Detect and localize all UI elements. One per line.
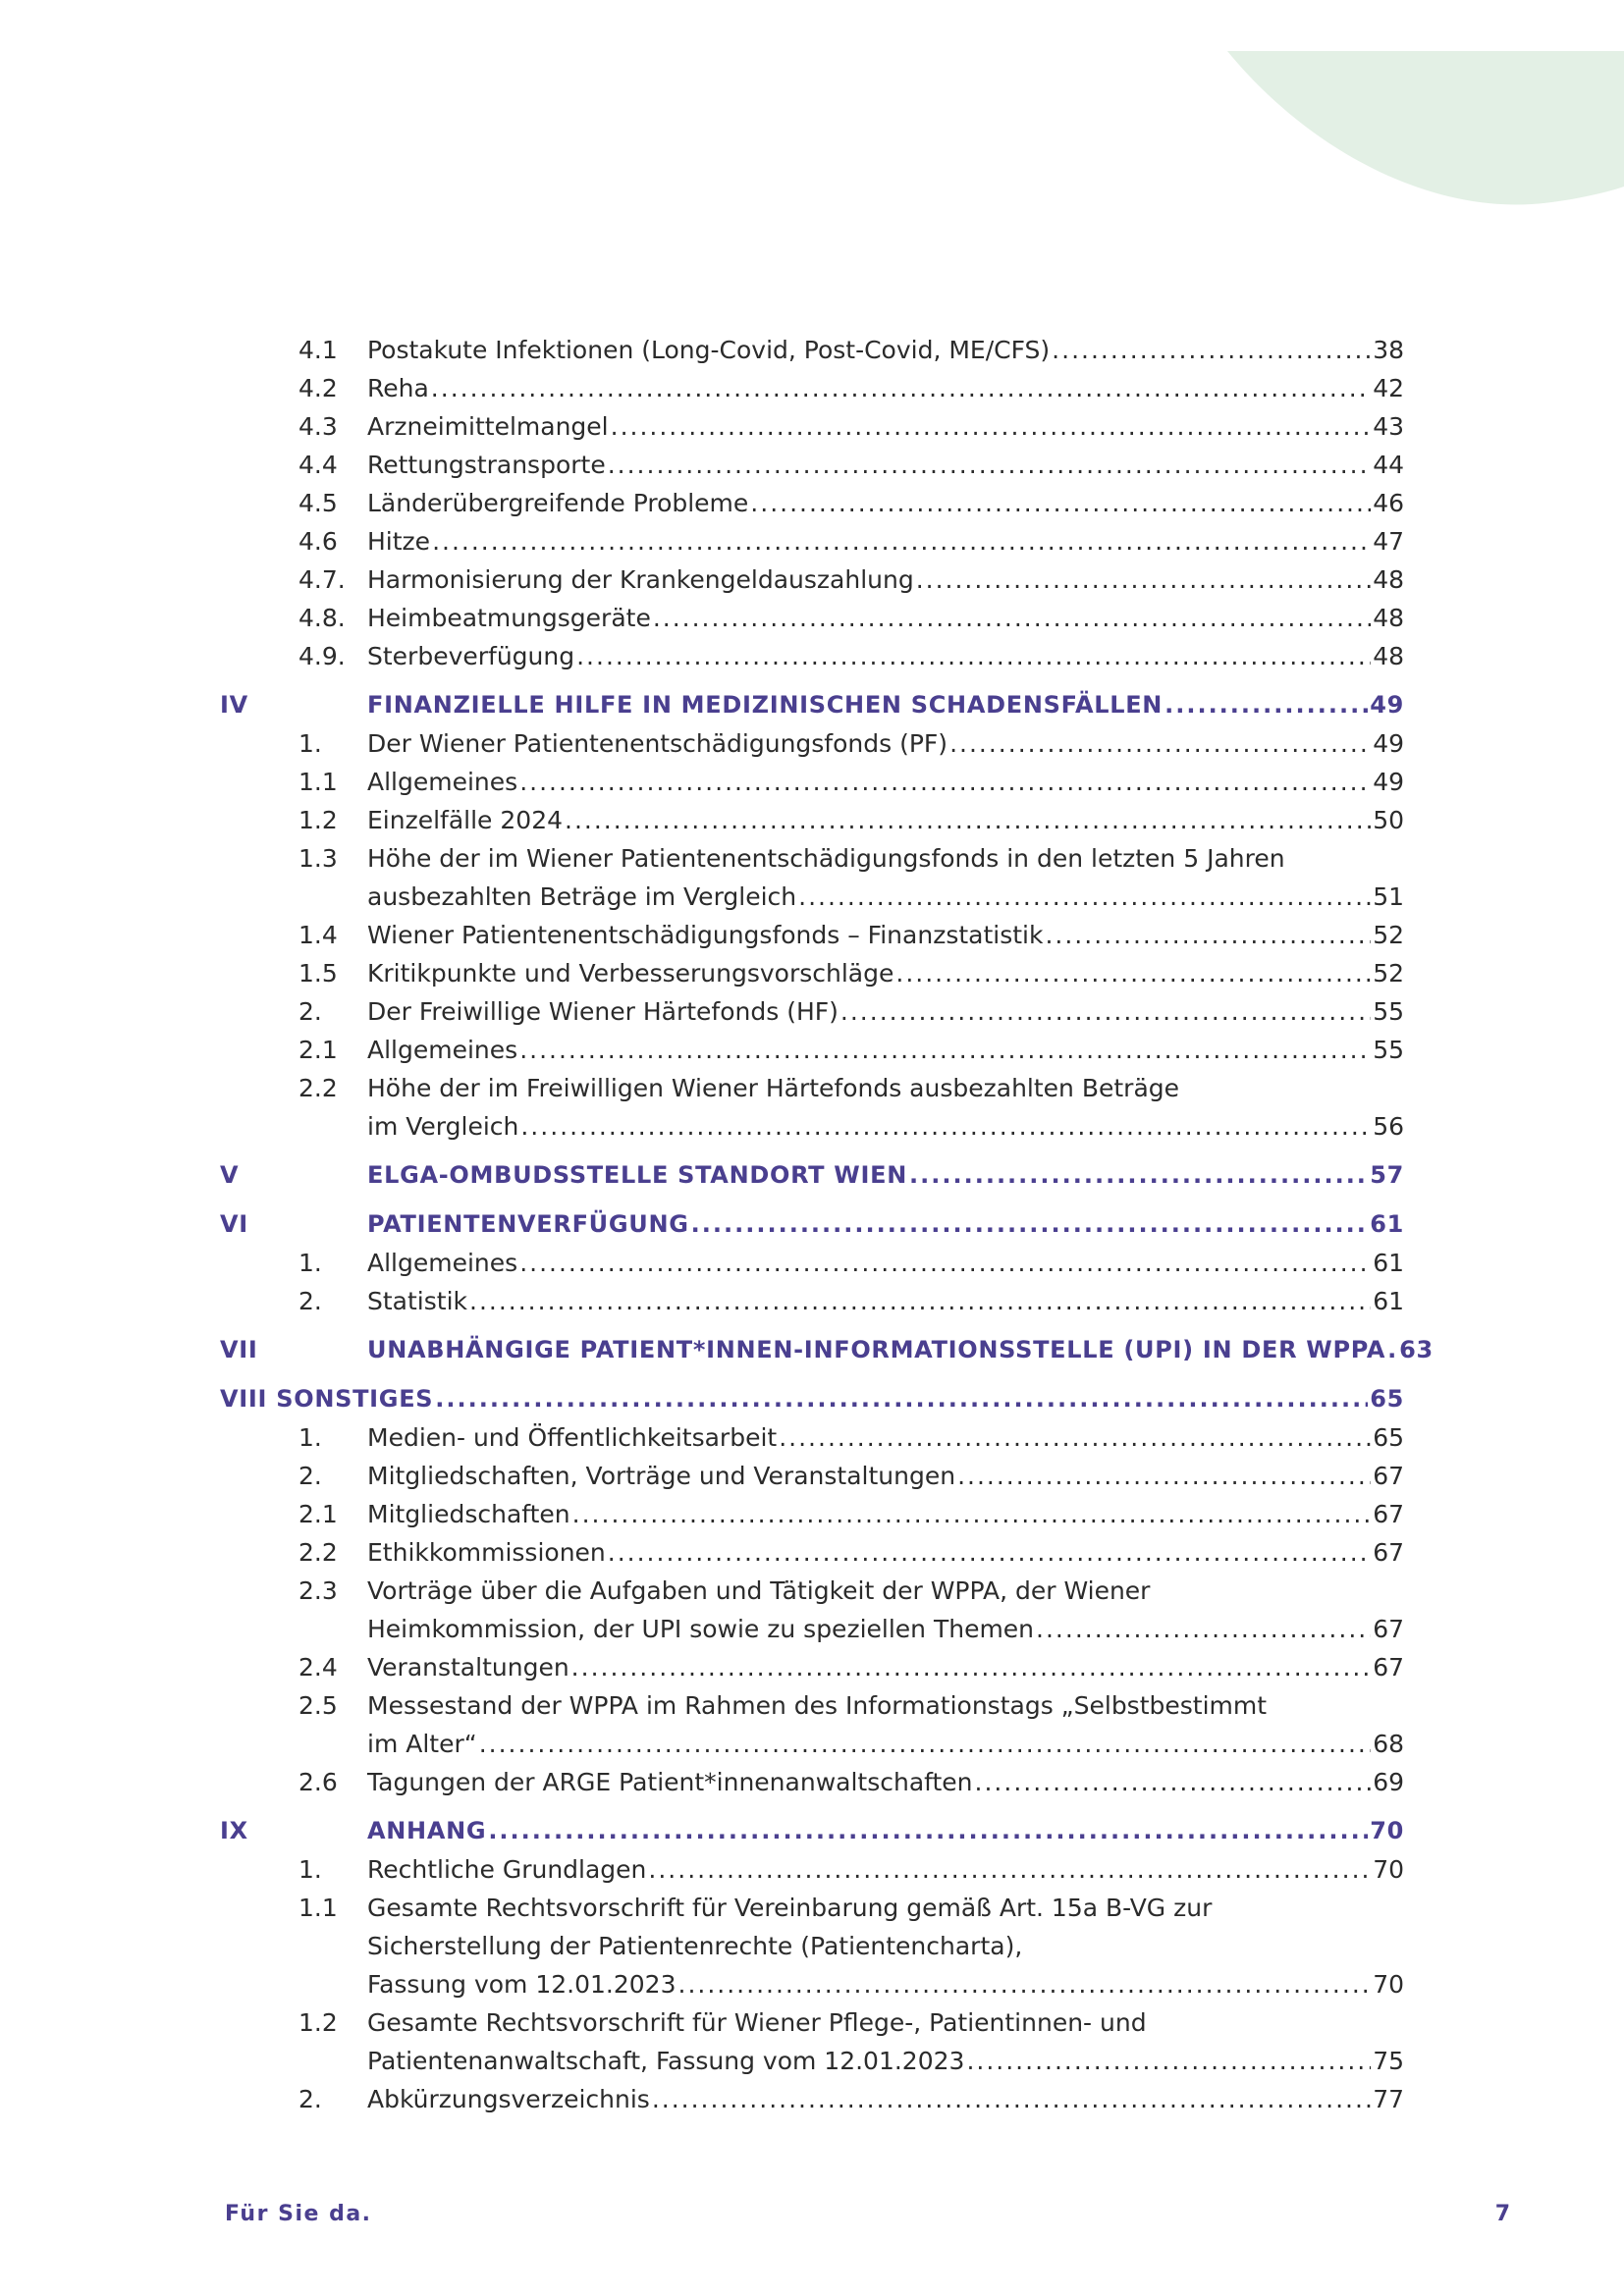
toc-page-number: 42 xyxy=(1373,374,1404,402)
toc-page-number: 65 xyxy=(1373,1423,1404,1452)
toc-title: Der Freiwillige Wiener Härtefonds (HF) xyxy=(367,997,839,1026)
toc-leader-dots xyxy=(519,1031,1371,1069)
toc-entry[interactable] xyxy=(218,407,1404,446)
toc-number: 2.6 xyxy=(298,1768,338,1796)
toc-leader-dots xyxy=(750,484,1371,522)
toc-page-number: 56 xyxy=(1373,1112,1404,1141)
toc-entry[interactable] xyxy=(218,1686,1404,1763)
toc-leader-dots xyxy=(1164,686,1368,724)
toc-number: 1.5 xyxy=(298,959,338,988)
toc-number: IX xyxy=(220,1817,248,1844)
toc-title: Veranstaltungen xyxy=(367,1653,569,1682)
toc-title: Länderübergreifende Probleme xyxy=(367,489,749,517)
toc-page-number: 70 xyxy=(1373,1855,1404,1884)
toc-title-line: Höhe der im Wiener Patientenentschädigungsfonds in den letzten 5 Jahren xyxy=(367,844,1285,873)
toc-title: ausbezahlten Beträge im Vergleich xyxy=(367,882,797,911)
toc-entry[interactable] xyxy=(218,916,1404,954)
toc-page-number: 70 xyxy=(1370,1817,1404,1844)
toc-entry[interactable] xyxy=(218,1648,1404,1686)
toc-page-number: 75 xyxy=(1373,2047,1404,2075)
toc-leader-dots xyxy=(576,637,1371,675)
toc-page-number: 49 xyxy=(1370,691,1404,719)
toc-page-number: 67 xyxy=(1373,1500,1404,1528)
toc-number: 2.2 xyxy=(298,1538,338,1567)
toc-page-number: 68 xyxy=(1373,1730,1404,1758)
toc-leader-dots xyxy=(916,561,1371,599)
toc-number: 1.2 xyxy=(298,806,338,834)
toc-title: Wiener Patientenentschädigungsfonds – Finanzstatistik xyxy=(367,921,1044,949)
toc-leader-dots xyxy=(519,763,1371,801)
toc-number: 2.3 xyxy=(298,1576,338,1605)
toc-entry[interactable] xyxy=(218,1069,1404,1146)
toc-title: im Alter“ xyxy=(367,1730,477,1758)
toc-entry[interactable] xyxy=(218,331,1404,369)
toc-number: 1.1 xyxy=(298,768,338,796)
toc-number: 4.5 xyxy=(298,489,338,517)
toc-title: Mitgliedschaften xyxy=(367,1500,570,1528)
toc-page-number: 67 xyxy=(1373,1462,1404,1490)
toc-section[interactable] xyxy=(218,1156,1404,1195)
toc-page-number: 67 xyxy=(1373,1653,1404,1682)
toc-number: 2.4 xyxy=(298,1653,338,1682)
toc-title: Rettungstransporte xyxy=(367,451,606,479)
toc-number: 4.6 xyxy=(298,527,338,556)
toc-title: Einzelfälle 2024 xyxy=(367,806,563,834)
toc-entry[interactable] xyxy=(218,1031,1404,1069)
toc-leader-dots xyxy=(571,1648,1372,1686)
toc-page-number: 49 xyxy=(1373,729,1404,758)
toc-title: Allgemeines xyxy=(367,768,518,796)
footer-page-number: 7 xyxy=(1494,2202,1510,2226)
toc-title: ELGA-OMBUDSSTELLE STANDORT WIEN xyxy=(367,1161,907,1189)
toc-title-line: Vorträge über die Aufgaben und Tätigkeit der WPPA, der Wiener xyxy=(367,1576,1151,1605)
toc-title: Heimkommission, der UPI sowie zu speziellen Themen xyxy=(367,1615,1035,1643)
toc-title: Tagungen der ARGE Patient*innenanwaltschaften xyxy=(367,1768,973,1796)
toc-leader-dots xyxy=(648,1850,1371,1889)
toc-entry[interactable] xyxy=(218,637,1404,675)
toc-entry[interactable] xyxy=(218,1763,1404,1801)
toc-number: 4.4 xyxy=(298,451,338,479)
toc-number: 4.7. xyxy=(298,565,346,594)
toc-title: Reha xyxy=(367,374,429,402)
toc-leader-dots xyxy=(608,1533,1371,1572)
toc-page-number: 44 xyxy=(1373,451,1404,479)
toc-title: Mitgliedschaften, Vorträge und Veranstaltungen xyxy=(367,1462,956,1490)
toc-title: Hitze xyxy=(367,527,431,556)
toc-title: Postakute Infektionen (Long-Covid, Post-Covid, ME/CFS) xyxy=(367,336,1051,364)
toc-entry[interactable] xyxy=(218,1850,1404,1889)
toc-leader-dots xyxy=(1387,1331,1397,1369)
toc-page-number: 50 xyxy=(1373,806,1404,834)
toc-entry[interactable] xyxy=(218,1533,1404,1572)
toc-number: 4.1 xyxy=(298,336,338,364)
toc-number: 2.2 xyxy=(298,1074,338,1102)
toc-leader-dots xyxy=(1052,331,1371,369)
toc-title: Patientenanwaltschaft, Fassung vom 12.01.2023 xyxy=(367,2047,965,2075)
toc-title-line: Gesamte Rechtsvorschrift für Wiener Pflege-, Patientinnen- und xyxy=(367,2008,1147,2037)
toc-number: 1. xyxy=(298,1855,322,1884)
toc-number: 1.2 xyxy=(298,2008,338,2037)
toc-number: 4.2 xyxy=(298,374,338,402)
toc-title: im Vergleich xyxy=(367,1112,519,1141)
toc-entry[interactable] xyxy=(218,839,1404,916)
toc-entry[interactable] xyxy=(218,1495,1404,1533)
toc-entry[interactable] xyxy=(218,1244,1404,1282)
toc-leader-dots xyxy=(798,878,1371,916)
toc-number: 2. xyxy=(298,997,322,1026)
toc-title: Arzneimittelmangel xyxy=(367,412,609,441)
toc-page-number: 67 xyxy=(1373,1615,1404,1643)
toc-page-number: 70 xyxy=(1373,1970,1404,1999)
toc-title: Der Wiener Patientenentschädigungsfonds (PF) xyxy=(367,729,948,758)
toc-leader-dots xyxy=(432,522,1371,561)
toc-entry[interactable] xyxy=(218,992,1404,1031)
toc-entry[interactable] xyxy=(218,446,1404,484)
toc-title: Allgemeines xyxy=(367,1249,518,1277)
toc-entry[interactable] xyxy=(218,2003,1404,2080)
toc-title: Medien- und Öffentlichkeitsarbeit xyxy=(367,1423,778,1452)
toc-page-number: 49 xyxy=(1373,768,1404,796)
toc-page-number: 77 xyxy=(1373,2085,1404,2113)
toc-leader-dots xyxy=(909,1156,1368,1195)
toc-page-number: 65 xyxy=(1370,1385,1404,1413)
toc-leader-dots xyxy=(519,1244,1371,1282)
toc-section[interactable] xyxy=(218,686,1404,724)
toc-number: 1. xyxy=(298,1423,322,1452)
toc-entry[interactable] xyxy=(218,801,1404,839)
toc-title: Ethikkommissionen xyxy=(367,1538,606,1567)
toc-number: 1.4 xyxy=(298,921,338,949)
toc-section[interactable] xyxy=(218,1205,1404,1244)
toc-number: V xyxy=(220,1161,240,1189)
toc-page-number: 61 xyxy=(1373,1249,1404,1277)
toc-leader-dots xyxy=(840,992,1371,1031)
toc-page-number: 61 xyxy=(1370,1210,1404,1238)
toc-leader-dots xyxy=(572,1495,1372,1533)
toc-title: ANHANG xyxy=(367,1817,487,1844)
toc-page-number: 38 xyxy=(1373,336,1404,364)
toc-number: 1. xyxy=(298,729,322,758)
toc-page-number: 69 xyxy=(1373,1768,1404,1796)
toc-leader-dots xyxy=(608,446,1371,484)
toc-page-number: 52 xyxy=(1373,921,1404,949)
toc-entry[interactable] xyxy=(218,954,1404,992)
toc-entry[interactable] xyxy=(218,369,1404,407)
toc-page-number: 43 xyxy=(1373,412,1404,441)
toc-number: 2.1 xyxy=(298,1036,338,1064)
toc-title: Fassung vom 12.01.2023 xyxy=(367,1970,677,1999)
toc-page-number: 52 xyxy=(1373,959,1404,988)
toc-entry[interactable] xyxy=(218,484,1404,522)
toc-number: VII xyxy=(220,1336,258,1363)
toc-title: Heimbeatmungsgeräte xyxy=(367,604,651,632)
toc-number: 2. xyxy=(298,2085,322,2113)
toc-title-line: Gesamte Rechtsvorschrift für Vereinbarung gemäß Art. 15a B-VG zur xyxy=(367,1894,1213,1922)
toc-leader-dots xyxy=(779,1418,1371,1457)
toc-entry[interactable] xyxy=(218,1889,1404,2003)
toc-entry[interactable] xyxy=(218,1572,1404,1648)
toc-leader-dots xyxy=(653,599,1371,637)
toc-number: 4.8. xyxy=(298,604,346,632)
toc-number: 2. xyxy=(298,1462,322,1490)
toc-section[interactable] xyxy=(218,1380,1404,1418)
toc-leader-dots xyxy=(488,1812,1368,1850)
toc-number: VIII xyxy=(220,1385,268,1413)
toc-leader-dots xyxy=(895,954,1371,992)
toc-page-number: 51 xyxy=(1373,882,1404,911)
toc-entry[interactable] xyxy=(218,599,1404,637)
toc-number: 1. xyxy=(298,1249,322,1277)
toc-title: Kritikpunkte und Verbesserungsvorschläge xyxy=(367,959,894,988)
toc-entry[interactable] xyxy=(218,561,1404,599)
toc-page-number: 48 xyxy=(1373,642,1404,670)
table-of-contents xyxy=(218,331,1434,2118)
toc-page-number: 67 xyxy=(1373,1538,1404,1567)
toc-number: 4.9. xyxy=(298,642,346,670)
toc-entry[interactable] xyxy=(218,763,1404,801)
toc-number: 1.3 xyxy=(298,844,338,873)
toc-leader-dots xyxy=(1036,1610,1371,1648)
toc-title-line: Sicherstellung der Patientenrechte (Patientencharta), xyxy=(367,1932,1023,1960)
toc-title: Sterbeverfügung xyxy=(367,642,575,670)
footer-tagline: Für Sie da. xyxy=(225,2202,372,2226)
toc-entry[interactable] xyxy=(218,2080,1404,2118)
toc-page-number: 55 xyxy=(1373,1036,1404,1064)
toc-leader-dots xyxy=(678,1965,1372,2003)
toc-leader-dots xyxy=(431,369,1371,407)
toc-leader-dots xyxy=(975,1763,1372,1801)
toc-leader-dots xyxy=(611,407,1372,446)
toc-section[interactable] xyxy=(218,1331,1434,1369)
toc-section[interactable] xyxy=(218,1812,1404,1850)
toc-leader-dots xyxy=(435,1380,1368,1418)
toc-title: UNABHÄNGIGE PATIENT*INNEN-INFORMATIONSSTELLE (UPI) IN DER WPPA xyxy=(367,1336,1386,1363)
toc-page-number: 48 xyxy=(1373,565,1404,594)
toc-entry[interactable] xyxy=(218,1457,1404,1495)
toc-page-number: 48 xyxy=(1373,604,1404,632)
toc-number: IV xyxy=(220,691,248,719)
toc-leader-dots xyxy=(469,1282,1371,1320)
toc-number: VI xyxy=(220,1210,248,1238)
toc-leader-dots xyxy=(479,1725,1371,1763)
toc-leader-dots xyxy=(1045,916,1371,954)
toc-title xyxy=(220,1380,435,1418)
toc-leader-dots xyxy=(520,1107,1371,1146)
toc-entry[interactable] xyxy=(218,522,1404,561)
toc-title: Allgemeines xyxy=(367,1036,518,1064)
toc-page-number: 57 xyxy=(1370,1161,1404,1189)
toc-title-line: Messestand der WPPA im Rahmen des Informationstags „Selbstbestimmt xyxy=(367,1691,1268,1720)
toc-title: Rechtliche Grundlagen xyxy=(367,1855,647,1884)
toc-entry[interactable] xyxy=(218,1282,1404,1320)
toc-title: Harmonisierung der Krankengeldauszahlung xyxy=(367,565,914,594)
toc-title: PATIENTENVERFÜGUNG xyxy=(367,1210,689,1238)
toc-page-number: 46 xyxy=(1373,489,1404,517)
toc-page-number: 63 xyxy=(1399,1336,1434,1363)
toc-leader-dots xyxy=(957,1457,1371,1495)
toc-page-number: 47 xyxy=(1373,527,1404,556)
toc-number: 2. xyxy=(298,1287,322,1315)
toc-title: Abkürzungsverzeichnis xyxy=(367,2085,650,2113)
toc-leader-dots xyxy=(966,2042,1371,2080)
toc-leader-dots xyxy=(949,724,1371,763)
toc-leader-dots xyxy=(691,1205,1369,1244)
toc-page-number: 55 xyxy=(1373,997,1404,1026)
toc-number: 2.5 xyxy=(298,1691,338,1720)
toc-title-line: Höhe der im Freiwilligen Wiener Härtefonds ausbezahlten Beträge xyxy=(367,1074,1180,1102)
toc-entry[interactable] xyxy=(218,1418,1404,1457)
toc-leader-dots xyxy=(565,801,1371,839)
decorative-green-shape xyxy=(0,0,1624,216)
toc-number: 2.1 xyxy=(298,1500,338,1528)
toc-title: FINANZIELLE HILFE IN MEDIZINISCHEN SCHADENSFÄLLEN xyxy=(367,691,1164,719)
toc-title-text: SONSTIGES xyxy=(276,1385,434,1413)
toc-leader-dots xyxy=(652,2080,1371,2118)
toc-entry[interactable] xyxy=(218,724,1404,763)
toc-number: 4.3 xyxy=(298,412,338,441)
toc-number: 1.1 xyxy=(298,1894,338,1922)
toc-title: Statistik xyxy=(367,1287,467,1315)
toc-page-number: 61 xyxy=(1373,1287,1404,1315)
